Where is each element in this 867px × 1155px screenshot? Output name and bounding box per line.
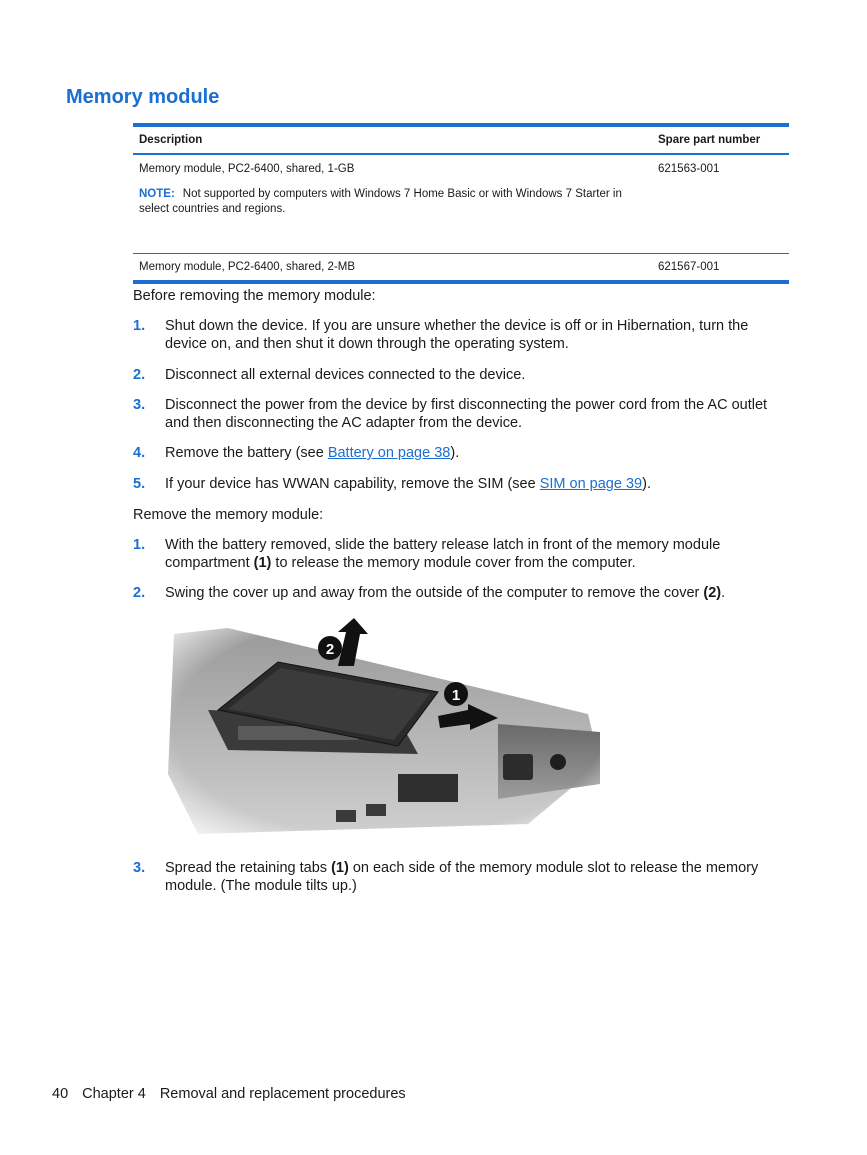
step-text: Disconnect the power from the device by first disconnecting the power cord from the AC outlet and then disconnecting the AC adapter from the device. <box>165 397 768 431</box>
section-heading: Memory module <box>66 86 220 108</box>
step-text-pre: If your device has WWAN capability, remove the SIM (see <box>165 476 540 492</box>
list-item <box>133 444 783 462</box>
step-text <box>165 536 783 572</box>
step-text <box>165 859 783 895</box>
before-intro: Before removing the memory module: <box>133 288 376 304</box>
memory-cover-illustration <box>168 614 608 840</box>
row-part-number: 621567-001 <box>658 261 720 273</box>
page-footer <box>52 1086 420 1102</box>
sim-page-link[interactable]: SIM on page 39 <box>539 476 643 492</box>
chapter-label: Chapter 4 <box>82 1086 146 1102</box>
step-text-pre: Swing the cover up and away from the outside of the computer to remove the cover <box>165 585 704 601</box>
step-text-post: . <box>721 585 726 601</box>
chapter-title: Removal and replacement procedures <box>159 1086 406 1102</box>
header-description: Description <box>139 134 203 146</box>
step-number: 1. <box>133 537 146 553</box>
note-label: NOTE: <box>139 188 175 200</box>
step-number: 4. <box>133 445 146 461</box>
row-description: Memory module, PC2-6400, shared, 1-GB <box>139 163 355 175</box>
row-part-number: 621563-001 <box>658 163 720 175</box>
header-spare-part-number: Spare part number <box>658 134 761 146</box>
list-item <box>133 475 783 493</box>
callout-ref: (1) <box>331 860 349 876</box>
table-header-row <box>133 127 789 155</box>
step-text: Disconnect all external devices connected to the device. <box>165 367 526 383</box>
step-text-pre: With the battery removed, slide the battery release latch in front of the memory module compartment <box>165 537 721 571</box>
table-row <box>133 254 789 280</box>
step-text <box>165 444 783 462</box>
list-item <box>133 396 783 432</box>
vignette <box>168 614 608 840</box>
step-number: 2. <box>133 367 146 383</box>
step-number: 3. <box>133 397 146 413</box>
list-item <box>133 859 783 895</box>
note-text: Not supported by computers with Windows 7 Home Basic or with Windows 7 Starter in select countries and regions. <box>139 188 622 215</box>
list-item <box>133 584 783 602</box>
step-number: 5. <box>133 476 146 492</box>
page-number: 40 <box>52 1086 69 1102</box>
battery-page-link[interactable]: Battery on page 38 <box>327 445 451 461</box>
step-text <box>165 475 783 493</box>
list-item <box>133 536 783 572</box>
step-text-pre: Remove the battery (see <box>165 445 328 461</box>
row-description: Memory module, PC2-6400, shared, 2-MB <box>139 261 356 273</box>
step-number: 2. <box>133 585 146 601</box>
step-text-post: on each side of the memory module slot to release the memory module. (The module tilts up.) <box>165 860 759 894</box>
callout-ref: (1) <box>253 555 272 571</box>
step-text: Shut down the device. If you are unsure whether the device is off or in Hibernation, turn the device on, and then shut it down through the operating system. <box>165 318 749 352</box>
step-text-pre: Spread the retaining tabs <box>165 860 332 876</box>
list-item <box>133 366 783 384</box>
step-number: 1. <box>133 318 146 334</box>
step-text <box>165 584 783 602</box>
step-text-post: ). <box>450 445 460 461</box>
table-row <box>133 155 789 254</box>
step-number: 3. <box>133 860 146 876</box>
note <box>139 187 658 217</box>
spare-parts-table <box>133 123 789 284</box>
list-item <box>133 317 783 353</box>
remove-intro: Remove the memory module: <box>133 507 324 523</box>
callout-ref: (2) <box>703 585 722 601</box>
step-text-post: to release the memory module cover from the computer. <box>271 555 636 571</box>
step-text-post: ). <box>642 476 651 492</box>
